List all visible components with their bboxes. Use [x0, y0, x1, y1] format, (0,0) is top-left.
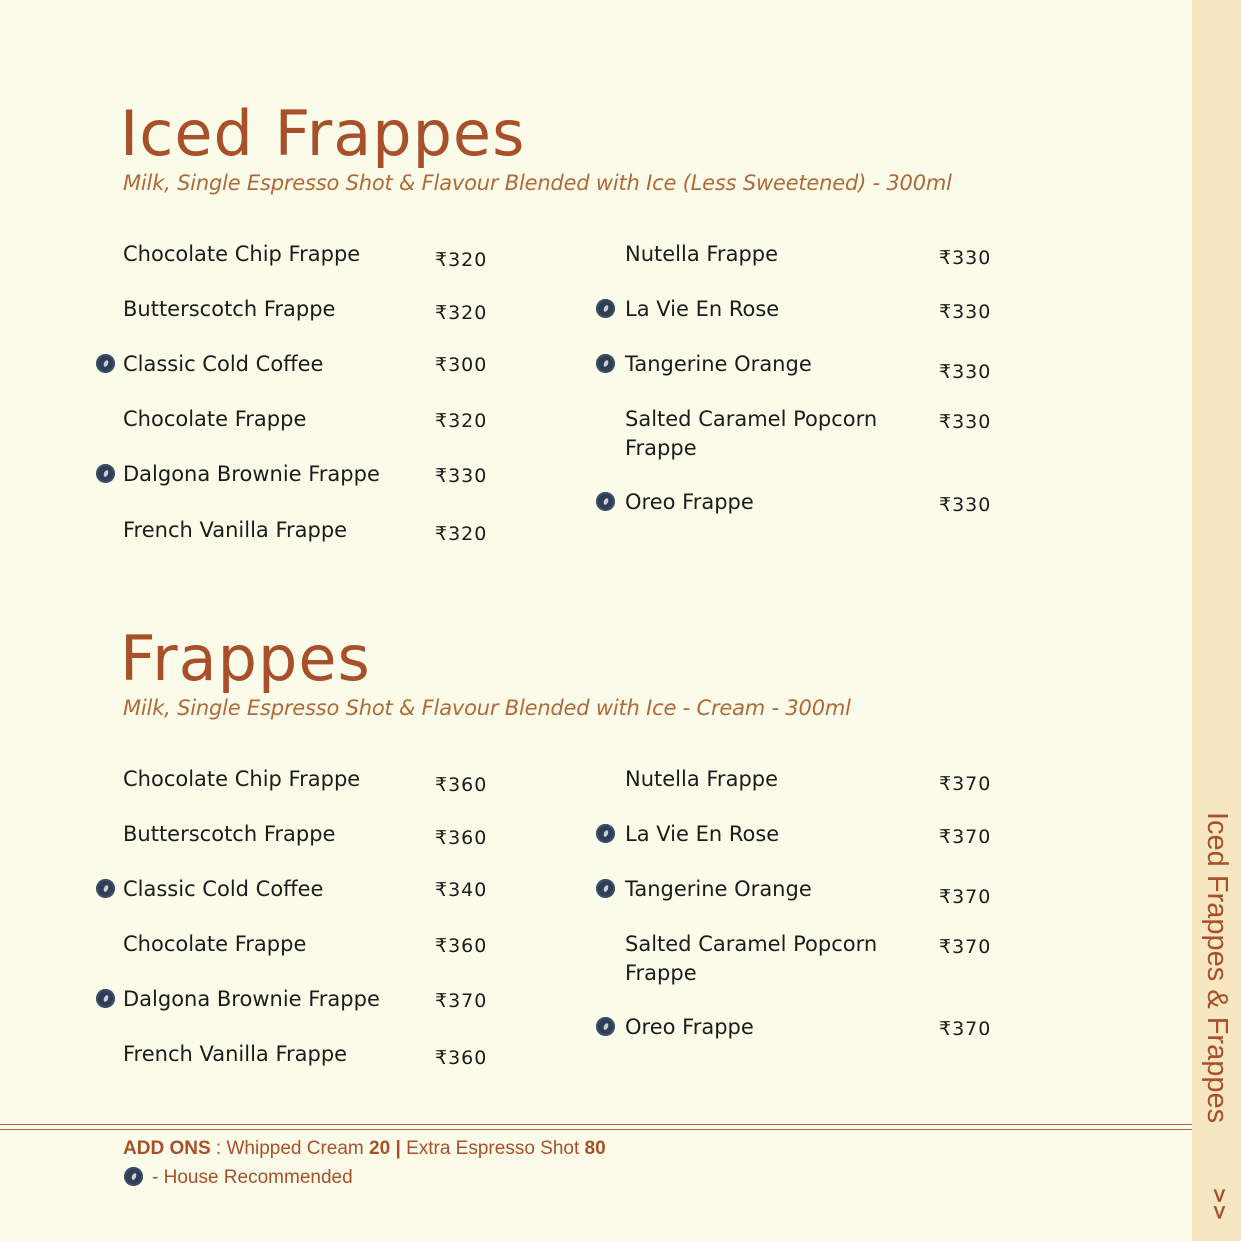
coffee-bean-icon: [596, 492, 615, 511]
menu-item-name: La Vie En Rose: [625, 297, 780, 321]
addons-line: [123, 1138, 606, 1160]
next-page-arrow[interactable]: >>: [1207, 1187, 1232, 1221]
menu-item-price: ₹330: [939, 361, 992, 383]
menu-item-name: Chocolate Frappe: [123, 407, 307, 431]
addons-separator: :: [210, 1138, 227, 1159]
menu-item-price: ₹360: [435, 827, 488, 849]
menu-item-name: Classic Cold Coffee: [123, 877, 324, 901]
coffee-bean-icon: [96, 464, 115, 483]
legend-text: - House Recommended: [152, 1167, 353, 1188]
menu-item-price: ₹370: [939, 826, 992, 848]
menu-item-name: Tangerine Orange: [625, 877, 812, 901]
menu-item-price: ₹370: [939, 773, 992, 795]
section-subtitle: Milk, Single Espresso Shot & Flavour Blended with Ice (Less Sweetened) - 300ml: [123, 171, 952, 195]
menu-item-price: ₹360: [435, 935, 488, 957]
menu-item-name: Chocolate Frappe: [123, 932, 307, 956]
menu-item-price: ₹330: [939, 301, 992, 323]
menu-item-name: Nutella Frappe: [625, 767, 779, 791]
menu-item-price: ₹320: [435, 302, 488, 324]
footer-divider: [0, 1129, 1192, 1130]
menu-item-price: ₹330: [939, 494, 992, 516]
menu-item-name: French Vanilla Frappe: [123, 1042, 348, 1066]
addon-name: Whipped Cream: [226, 1138, 364, 1159]
menu-item-price: ₹370: [435, 990, 488, 1012]
menu-item-price: ₹330: [939, 411, 992, 433]
section-title: Frappes: [120, 622, 371, 695]
addon-price: 20: [369, 1138, 391, 1159]
section-subtitle: Milk, Single Espresso Shot & Flavour Blended with Ice - Cream - 300ml: [123, 696, 851, 720]
coffee-bean-icon: [596, 824, 615, 843]
coffee-bean-icon: [596, 879, 615, 898]
section-title: Iced Frappes: [120, 97, 526, 170]
menu-item-name: Chocolate Chip Frappe: [123, 767, 361, 791]
menu-item-name: Chocolate Chip Frappe: [123, 242, 361, 266]
menu-item-name: Salted Caramel Popcorn Frappe: [625, 932, 878, 985]
footer-divider: [0, 1124, 1192, 1125]
coffee-bean-icon: [124, 1167, 143, 1186]
menu-item-price: ₹320: [435, 410, 488, 432]
menu-item-price: ₹370: [939, 1018, 992, 1040]
menu-item-price: ₹320: [435, 249, 488, 271]
menu-item-name: Nutella Frappe: [625, 242, 779, 266]
menu-item-price: ₹370: [939, 886, 992, 908]
menu-item-price: ₹330: [435, 465, 488, 487]
menu-item-name: Oreo Frappe: [625, 490, 754, 514]
sidebar-title: Iced Frappes & Frappes: [1201, 812, 1233, 1124]
coffee-bean-icon: [596, 354, 615, 373]
menu-item-name: Oreo Frappe: [625, 1015, 754, 1039]
menu-item-name: Dalgona Brownie Frappe: [123, 987, 380, 1011]
coffee-bean-icon: [96, 989, 115, 1008]
menu-item-name: Butterscotch Frappe: [123, 297, 336, 321]
menu-item-name: Butterscotch Frappe: [123, 822, 336, 846]
addons-label: ADD ONS: [123, 1138, 211, 1159]
menu-item-name: La Vie En Rose: [625, 822, 780, 846]
menu-item-price: ₹330: [939, 247, 992, 269]
menu-item-price: ₹340: [435, 879, 488, 901]
menu-item-name: French Vanilla Frappe: [123, 518, 348, 542]
menu-item-price: ₹300: [435, 354, 488, 376]
menu-item-price: ₹320: [435, 523, 488, 545]
menu-item-name: Tangerine Orange: [625, 352, 812, 376]
menu-item-name: Salted Caramel Popcorn Frappe: [625, 407, 878, 460]
coffee-bean-icon: [96, 354, 115, 373]
menu-item-price: ₹360: [435, 1047, 488, 1069]
addons-divider: |: [395, 1138, 401, 1159]
addon-name: Extra Espresso Shot: [406, 1138, 580, 1159]
coffee-bean-icon: [96, 879, 115, 898]
menu-item-name: Classic Cold Coffee: [123, 352, 324, 376]
coffee-bean-icon: [596, 1017, 615, 1036]
menu-item-price: ₹360: [435, 774, 488, 796]
menu-item-price: ₹370: [939, 936, 992, 958]
coffee-bean-icon: [596, 299, 615, 318]
addon-price: 80: [584, 1138, 606, 1159]
menu-item-name: Dalgona Brownie Frappe: [123, 462, 380, 486]
